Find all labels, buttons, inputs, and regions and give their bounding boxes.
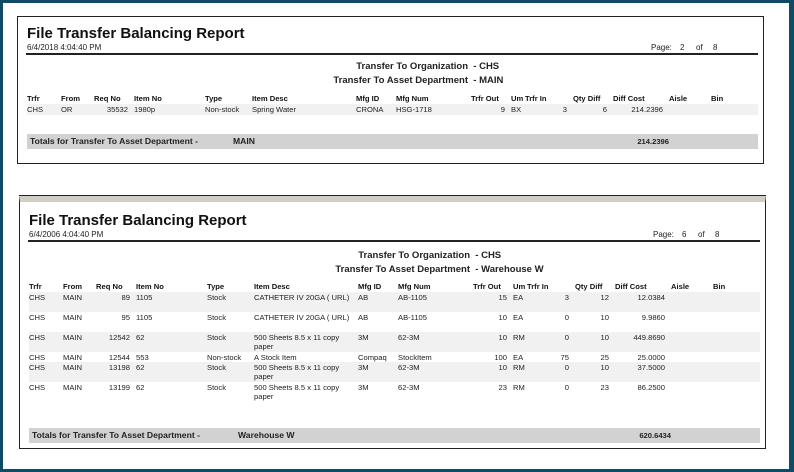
column-header-label: From [61, 94, 88, 105]
cell-from: MAIN [63, 333, 82, 342]
cell-trfr: CHS [29, 363, 46, 372]
cell-mfg-num: StockItem [398, 353, 432, 362]
cell-trfr: CHS [29, 333, 46, 342]
table-row [27, 104, 758, 115]
column-header-label: Item Desc [254, 282, 352, 293]
column-header-label: Req No [96, 282, 130, 293]
cell-mfg-num: 62-3M [398, 333, 420, 342]
org-label: Transfer To Organization [356, 61, 468, 72]
cell-req-no: 95 [121, 313, 130, 322]
page-total: 8 [713, 43, 718, 52]
report-page-6 [19, 196, 766, 449]
org-header [20, 250, 502, 261]
cell-mfg-id: 3M [358, 333, 369, 342]
cell-aisle [671, 352, 713, 362]
totals-dept: Warehouse W [238, 430, 295, 440]
cell-um: BX [511, 105, 522, 114]
page-indicator [653, 230, 719, 239]
column-header-label: Trfr [27, 94, 55, 105]
cell-trfr-out: 15 [498, 293, 507, 302]
cell-aisle [671, 382, 713, 402]
cell-bin [713, 362, 755, 382]
divider [26, 53, 758, 55]
table-row [29, 332, 760, 352]
column-header-label: Item No [134, 94, 199, 105]
column-header-label: Aisle [671, 282, 707, 293]
cell-req-no: 12542 [108, 333, 130, 342]
cell-trfr-in: 75 [560, 353, 569, 362]
org-value: - CHS [473, 61, 500, 72]
cell-item-desc: A Stock Item [254, 353, 297, 362]
column-header-label: Bin [713, 282, 749, 293]
column-header-label: Req No [94, 94, 128, 105]
cell-item-desc: Spring Water [252, 105, 297, 114]
cell-trfr-out: 100 [494, 353, 507, 362]
cell-trfr-in: 0 [564, 383, 569, 392]
dept-value: - Warehouse W [475, 264, 544, 275]
cell-from: MAIN [63, 363, 82, 372]
column-header-label: Item No [136, 282, 201, 293]
dept-label: Transfer To Asset Department [335, 264, 470, 275]
cell-mfg-num: 62-3M [398, 363, 420, 372]
cell-item-no: 62 [136, 333, 145, 342]
org-value: - CHS [475, 250, 502, 261]
cell-diff-cost: 214.2396 [631, 105, 663, 114]
cell-item-desc: CATHETER IV 20GA ( URL) [254, 313, 350, 322]
cell-trfr-out: 10 [498, 363, 507, 372]
cell-um: RM [513, 363, 525, 372]
page-number: 6 [682, 230, 687, 239]
column-header-label: Diff Cost [615, 282, 665, 293]
cell-trfr: CHS [29, 313, 46, 322]
column-header-label: Mfg Num [398, 282, 467, 293]
report-title: File Transfer Balancing Report [27, 25, 245, 42]
totals-label: Totals for Transfer To Asset Department - [30, 136, 198, 146]
cell-type: Stock [207, 363, 226, 372]
totals-bar [27, 134, 758, 149]
cell-diff-cost: 12.0384 [637, 293, 665, 302]
report-date: 6/4/2006 4:04:40 PM [29, 230, 104, 239]
cell-type: Stock [207, 313, 226, 322]
cell-item-desc: 500 Sheets 8.5 x 11 copy paper [254, 333, 340, 351]
cell-trfr-in: 3 [564, 293, 569, 302]
divider [28, 240, 760, 242]
column-header-label: Bin [711, 94, 747, 105]
cell-aisle [671, 292, 713, 312]
column-header-label: Mfg ID [356, 94, 390, 105]
cell-um: RM [513, 383, 525, 392]
dept-value: - MAIN [473, 75, 504, 86]
dept-header [18, 75, 504, 86]
cell-item-desc: 500 Sheets 8.5 x 11 copy paper [254, 383, 340, 401]
totals-amount: 620.6434 [639, 431, 671, 440]
of-label: of [698, 230, 705, 239]
cell-item-no: 62 [136, 383, 145, 392]
column-header-label: Type [205, 94, 246, 105]
cell-aisle [671, 362, 713, 382]
cell-from: MAIN [63, 383, 82, 392]
report-title: File Transfer Balancing Report [29, 212, 247, 229]
cell-mfg-id: AB [358, 293, 369, 302]
cell-trfr-out: 10 [498, 333, 507, 342]
cell-mfg-id: Compaq [358, 353, 387, 362]
cell-bin [713, 382, 755, 402]
cell-trfr-out: 9 [500, 105, 505, 114]
column-header-label: Qty Diff [575, 282, 609, 293]
cell-req-no: 35532 [106, 105, 128, 114]
cell-item-no: 1980p [134, 105, 156, 114]
column-header-label: Type [207, 282, 248, 293]
cell-qty-diff: 12 [600, 293, 609, 302]
cell-trfr-in: 3 [562, 105, 567, 114]
column-header-label: Mfg ID [358, 282, 392, 293]
dept-header [20, 264, 544, 275]
cell-mfg-num: 62-3M [398, 383, 420, 392]
cell-from: MAIN [63, 353, 82, 362]
cell-diff-cost: 9.9860 [641, 313, 665, 322]
page-number: 2 [680, 43, 685, 52]
column-header-label: From [63, 282, 90, 293]
column-header-label: Item Desc [252, 94, 350, 105]
cell-bin [713, 332, 755, 352]
column-header-label: Trfr [29, 282, 57, 293]
cell-item-no: 1105 [136, 293, 153, 302]
cell-um: EA [513, 353, 524, 362]
cell-diff-cost: 449.8690 [633, 333, 665, 342]
cell-from: OR [61, 105, 73, 114]
page-indicator [651, 43, 717, 52]
cell-trfr: CHS [29, 293, 46, 302]
cell-mfg-num: AB-1105 [398, 293, 427, 302]
column-header-label: Diff Cost [613, 94, 663, 105]
cell-um: EA [513, 293, 524, 302]
cell-req-no: 13198 [108, 363, 130, 372]
page-label: Page: [653, 230, 674, 239]
column-header-label: Trfr In [525, 94, 567, 105]
cell-aisle [671, 332, 713, 352]
dept-label: Transfer To Asset Department [333, 75, 468, 86]
cell-bin [713, 352, 755, 362]
cell-qty-diff: 6 [602, 105, 607, 114]
column-header-label: Mfg Num [396, 94, 465, 105]
cell-trfr-in: 0 [564, 363, 569, 372]
report-date: 6/4/2018 4:04:40 PM [27, 43, 102, 52]
table-row [29, 362, 760, 382]
cell-type: Stock [207, 383, 226, 392]
cell-qty-diff: 10 [600, 313, 609, 322]
cell-item-no: 553 [136, 353, 149, 362]
of-label: of [696, 43, 703, 52]
cell-type: Stock [207, 293, 226, 302]
cell-mfg-id: 3M [358, 363, 369, 372]
cell-item-desc: CATHETER IV 20GA ( URL) [254, 293, 350, 302]
cell-um: EA [513, 313, 524, 322]
cell-trfr-in: 0 [564, 333, 569, 342]
cell-trfr-out: 23 [498, 383, 507, 392]
cell-trfr-in: 0 [564, 313, 569, 322]
cell-item-no: 1105 [136, 313, 153, 322]
page-label: Page: [651, 43, 672, 52]
cell-aisle [669, 104, 711, 115]
cell-item-desc: 500 Sheets 8.5 x 11 copy paper [254, 363, 340, 381]
cell-mfg-id: AB [358, 313, 369, 322]
cell-bin [713, 292, 755, 312]
cell-type: Non-stock [205, 105, 240, 114]
cell-diff-cost: 37.5000 [637, 363, 665, 372]
report-page-2 [17, 16, 764, 164]
cell-trfr: CHS [29, 383, 46, 392]
column-header-label: Um [511, 94, 524, 103]
totals-bar [29, 428, 760, 443]
cell-mfg-id: CRONA [356, 105, 384, 114]
totals-amount: 214.2396 [637, 137, 669, 146]
cell-mfg-id: 3M [358, 383, 369, 392]
cell-item-no: 62 [136, 363, 145, 372]
cell-qty-diff: 10 [600, 363, 609, 372]
totals-dept: MAIN [233, 136, 255, 146]
column-header-label: Qty Diff [573, 94, 607, 105]
cell-diff-cost: 86.2500 [637, 383, 665, 392]
table-row [29, 382, 760, 402]
column-header-label: Trfr Out [471, 94, 505, 105]
column-header-label: Trfr Out [473, 282, 507, 293]
cell-type: Stock [207, 333, 226, 342]
table-row [29, 312, 760, 332]
cell-req-no: 12544 [108, 353, 130, 362]
column-header-label: Aisle [669, 94, 705, 105]
data-rows [29, 292, 760, 402]
cell-mfg-num: HSG-1718 [396, 105, 432, 114]
cell-from: MAIN [63, 293, 82, 302]
page-total: 8 [715, 230, 720, 239]
cell-from: MAIN [63, 313, 82, 322]
cell-um: RM [513, 333, 525, 342]
cell-qty-diff: 25 [600, 353, 609, 362]
org-header [18, 61, 500, 72]
cell-trfr: CHS [27, 105, 44, 114]
table-row [29, 352, 760, 362]
cell-bin [711, 104, 753, 115]
data-rows [27, 104, 758, 115]
table-row [29, 292, 760, 312]
cell-type: Non-stock [207, 353, 242, 362]
cell-mfg-num: AB-1105 [398, 313, 427, 322]
cell-diff-cost: 25.0000 [637, 353, 665, 362]
cell-trfr: CHS [29, 353, 46, 362]
cell-bin [713, 312, 755, 332]
cell-qty-diff: 10 [600, 333, 609, 342]
cell-qty-diff: 23 [600, 383, 609, 392]
cell-req-no: 13199 [108, 383, 130, 392]
cell-trfr-out: 10 [498, 313, 507, 322]
totals-label: Totals for Transfer To Asset Department - [32, 430, 200, 440]
cell-req-no: 89 [121, 293, 130, 302]
cell-aisle [671, 312, 713, 332]
org-label: Transfer To Organization [358, 250, 470, 261]
column-header-label: Trfr In [527, 282, 569, 293]
column-header-label: Um [513, 282, 526, 291]
